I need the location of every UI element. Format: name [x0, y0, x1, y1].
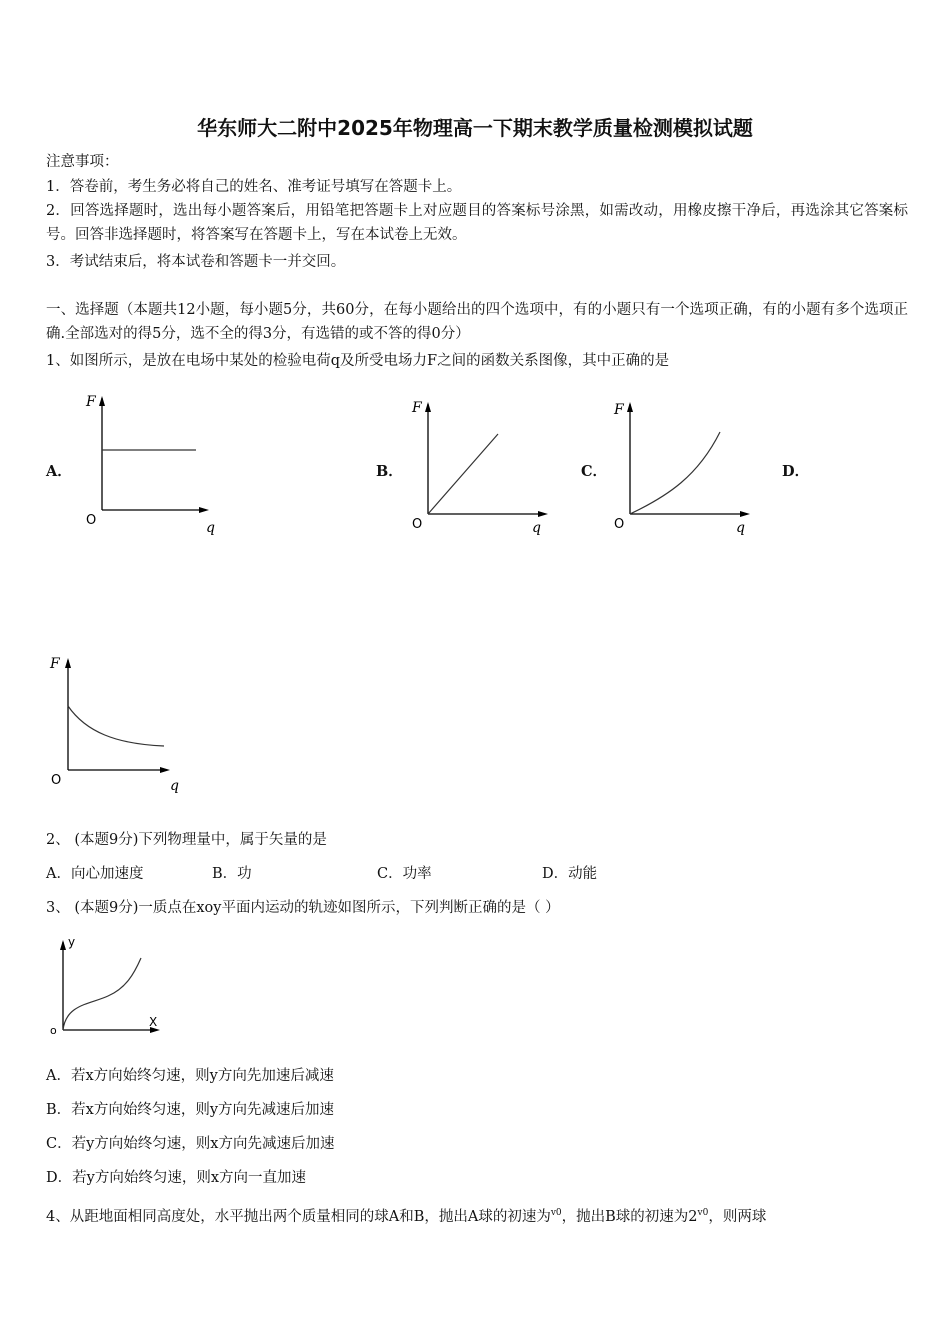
origin-label: O	[614, 517, 625, 532]
q1-option-c-label: C．	[581, 463, 608, 480]
q3-option-a: A．若x方向始终匀速，则y方向先加速后减速	[46, 1068, 334, 1084]
axis-label-f: F	[86, 394, 96, 410]
q1-option-a-label: A．	[46, 463, 72, 480]
q2-option-b: B．功	[212, 866, 252, 882]
origin-label: O	[86, 513, 97, 528]
notice-item-3: 3．考试结束后，将本试卷和答题卡一并交回。	[46, 254, 346, 270]
q2-option-d: D．动能	[542, 866, 598, 882]
q4-stem-part-c: ，则两球	[708, 1208, 767, 1225]
q3-option-c: C．若y方向始终匀速，则x方向先减速后加速	[46, 1136, 335, 1152]
notice-item-2: 2．回答选择题时，选出每小题答案后，用铅笔把答题卡上对应题目的答案标号涂黑，如需改动，用橡皮擦干净后，再选涂其它答案标号。回答非选择题时，将答案写在答题卡上，写在本试卷上无效。	[46, 203, 908, 243]
q2-option-a: A．向心加速度	[46, 866, 144, 882]
question-1-stem: 1、如图所示，是放在电场中某处的检验电荷q及所受电场力F之间的函数关系图像，其中正确的是	[46, 353, 670, 369]
q1-graph-b	[406, 396, 556, 546]
q4-stem-part-b: ，抛出B球的初速为2	[561, 1208, 698, 1225]
q1-graph-c	[608, 396, 758, 546]
q3-trajectory-graph	[46, 934, 176, 1044]
q1-graph-a	[80, 390, 220, 540]
v0-symbol: v0	[550, 1208, 562, 1218]
axis-label-q: q	[206, 520, 215, 536]
axis-label-f: F	[412, 400, 422, 416]
v0-symbol-2: v0	[697, 1208, 709, 1218]
axis-label-f: F	[614, 402, 624, 418]
q2-option-c: C．功率	[377, 866, 432, 882]
axis-label-y: y	[68, 935, 76, 949]
q1-option-b-label: B．	[376, 463, 403, 480]
q1-option-d-label: D．	[782, 463, 810, 480]
origin-label: O	[51, 773, 62, 788]
axis-label-f: F	[50, 656, 60, 672]
q1-graph-d	[46, 652, 196, 802]
q4-stem-part-a: 4、从距地面相同高度处，水平抛出两个质量相同的球A和B，抛出A球的初速为	[46, 1208, 551, 1225]
axis-label-q: q	[532, 520, 541, 536]
origin-label: O	[412, 517, 423, 532]
origin-label: o	[50, 1024, 57, 1037]
axis-label-x: X	[149, 1015, 158, 1029]
q3-option-b: B．若x方向始终匀速，则y方向先减速后加速	[46, 1102, 335, 1118]
axis-label-q: q	[736, 520, 745, 536]
question-3-stem: 3、 (本题9分)一质点在xoy平面内运动的轨迹如图所示，下列判断正确的是（ ）	[46, 900, 560, 916]
notice-item-1: 1．答卷前，考生务必将自己的姓名、准考证号填写在答题卡上。	[46, 179, 462, 195]
q3-option-d: D．若y方向始终匀速，则x方向一直加速	[46, 1170, 306, 1186]
notice-heading: 注意事项：	[46, 154, 119, 170]
question-4-stem	[46, 1203, 766, 1227]
axis-label-q: q	[170, 778, 179, 794]
question-2-stem: 2、 (本题9分)下列物理量中，属于矢量的是	[46, 832, 327, 848]
section-heading: 一、选择题（本题共12小题，每小题5分，共60分，在每小题给出的四个选项中，有的小题只有一个选项正确，有的小题有多个选项正确.全部选对的得5分，选不全的得3分，有选错的或不答的得0分）	[46, 302, 908, 342]
page-title: 华东师大二附中2025年物理高一下期末教学质量检测模拟试题	[197, 116, 753, 140]
